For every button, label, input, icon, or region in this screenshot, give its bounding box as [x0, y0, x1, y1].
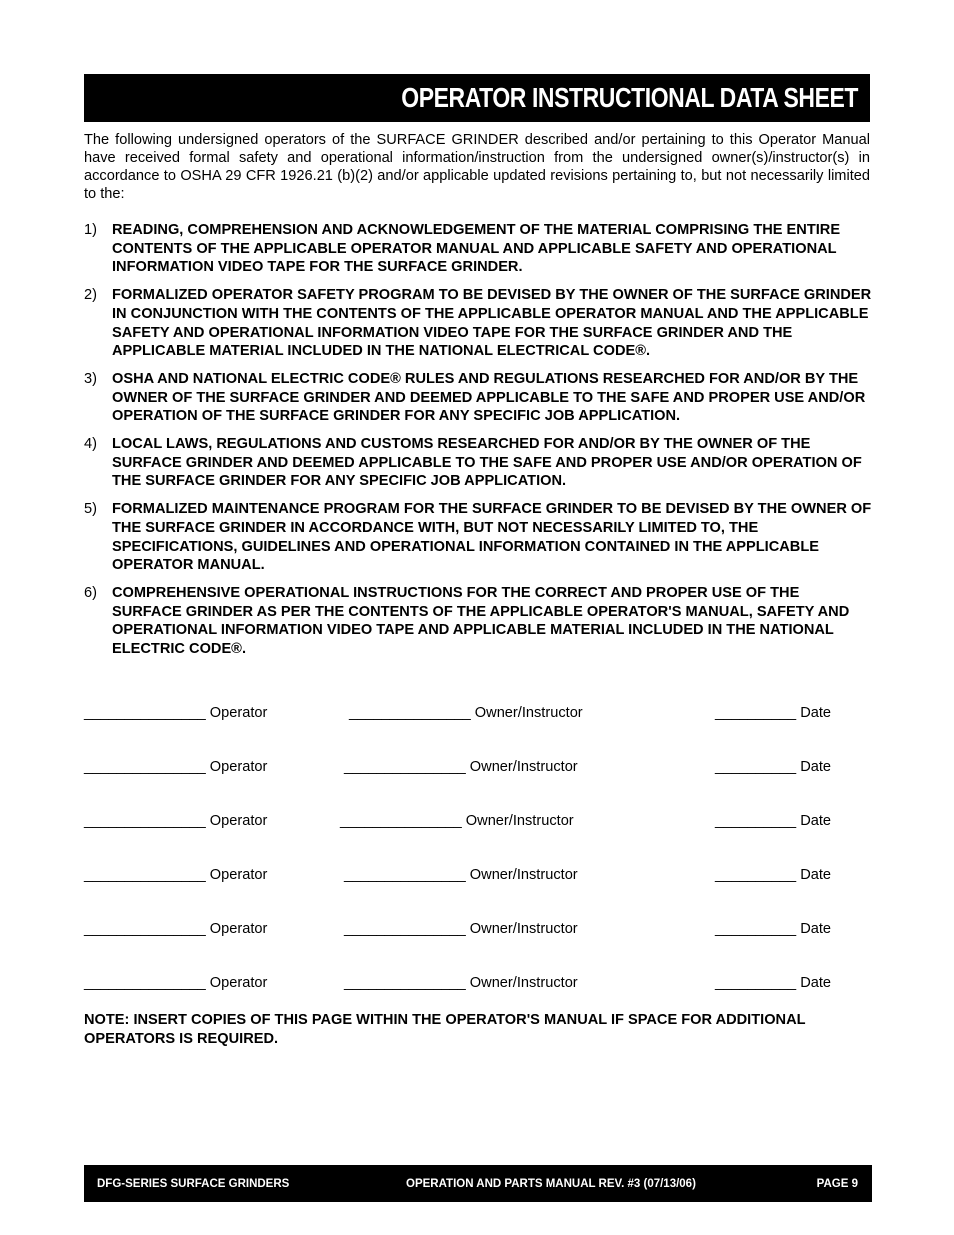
signature-row — [84, 811, 874, 831]
intro-paragraph: The following undersigned operators of the SURFACE GRINDER described and/or pertaining to this Operator Manual have received formal safety and operational information/instruction from the undersigned owner(s)/instructor(s) in accordance to OSHA 29 CFR 1926.21 (b)(2) and/or applicable updated revisions pertaining to, but not necessarily limited to the: — [84, 132, 870, 202]
page-title: OPERATOR INSTRUCTIONAL DATA SHEET — [401, 82, 858, 113]
item-number: 1) — [84, 222, 97, 238]
item-number: 2) — [84, 287, 97, 304]
date-line[interactable]: __________ Date — [715, 867, 832, 883]
item-text: LOCAL LAWS, REGULATIONS AND CUSTOMS RESEARCHED FOR AND/OR BY THE OWNER OF THE SURFACE GRINDER AND DEEMED APPLICABLE TO THE SAFE AND PROPER USE AND/OR OPERATION OF THE SURFACE GRINDER FOR ANY SPECIFIC JOB APPLICATION. — [112, 436, 862, 490]
owner-signature-line[interactable]: _______________ Owner/Instructor — [344, 975, 578, 991]
requirements-list — [84, 221, 874, 668]
footer-bar — [84, 1165, 872, 1202]
list-item — [84, 370, 874, 426]
signature-row — [84, 973, 874, 993]
signature-row — [84, 757, 874, 777]
item-number: 4) — [84, 436, 97, 453]
operator-signature-line[interactable]: _______________ Operator — [84, 813, 268, 829]
operator-signature-line[interactable]: _______________ Operator — [84, 759, 268, 775]
item-text: FORMALIZED MAINTENANCE PROGRAM FOR THE SURFACE GRINDER TO BE DEVISED BY THE OWNER OF THE SURFACE GRINDER IN ACCORDANCE WITH, BUT NOT NECESSARILY LIMITED TO, THE SPECIFICATIONS, GUIDELINES AND OPERATIONAL INFORMATION CONTAINED IN THE APPLICABLE OPERATOR MANUAL. — [112, 501, 872, 574]
operator-signature-line[interactable]: _______________ Operator — [84, 705, 268, 721]
footer-center: OPERATION AND PARTS MANUAL REV. #3 (07/13/06) — [406, 1178, 696, 1190]
date-line[interactable]: __________ Date — [715, 975, 832, 991]
title-banner — [84, 74, 870, 122]
list-item — [84, 435, 874, 491]
footer-page-number: PAGE 9 — [816, 1178, 858, 1190]
item-text: OSHA AND NATIONAL ELECTRIC CODE® RULES AND REGULATIONS RESEARCHED FOR AND/OR BY THE OWNER OF THE SURFACE GRINDER AND DEEMED APPLICABLE TO THE SAFE AND PROPER USE AND/OR OPERATION OF THE SURFACE GRINDER FOR ANY SPECIFIC JOB APPLICATION. — [112, 370, 866, 425]
owner-signature-line[interactable]: _______________ Owner/Instructor — [344, 867, 578, 883]
footer-left: DFG-SERIES SURFACE GRINDERS — [97, 1178, 290, 1190]
date-line[interactable]: __________ Date — [715, 921, 832, 937]
list-item — [84, 584, 874, 659]
list-item — [84, 500, 874, 575]
signature-row — [84, 865, 874, 885]
signature-row — [84, 703, 874, 723]
item-text: READING, COMPREHENSION AND ACKNOWLEDGEMENT OF THE MATERIAL COMPRISING THE ENTIRE CONTENTS OF THE APPLICABLE OPERATOR MANUAL AND APPLICABLE SAFETY AND OPERATIONAL INFORMATION VIDEO TAPE FOR THE SURFACE GRINDER. — [112, 222, 841, 276]
list-item — [84, 221, 874, 277]
item-text: COMPREHENSIVE OPERATIONAL INSTRUCTIONS FOR THE CORRECT AND PROPER USE OF THE SURFACE GRINDER AS PER THE CONTENTS OF THE APPLICABLE OPERATOR'S MANUAL, SAFETY AND OPERATIONAL INFORMATION VIDEO TAPE AND APPLICABLE MATERIAL INCLUDED IN THE NATIONAL ELECTRIC CODE®. — [112, 584, 850, 658]
operator-signature-line[interactable]: _______________ Operator — [84, 867, 268, 883]
item-number: 6) — [84, 584, 97, 601]
date-line[interactable]: __________ Date — [715, 813, 832, 829]
date-line[interactable]: __________ Date — [715, 705, 832, 721]
item-number: 5) — [84, 501, 97, 518]
owner-signature-line[interactable]: _______________ Owner/Instructor — [344, 759, 578, 775]
item-text: FORMALIZED OPERATOR SAFETY PROGRAM TO BE DEVISED BY THE OWNER OF THE SURFACE GRINDER IN CONJUNCTION WITH THE CONTENTS OF THE APPLICABLE OPERATOR MANUAL AND THE APPLICABLE SAFETY AND OPERATIONAL INFORMATION VIDEO TAPE FOR THE SURFACE GRINDER AND THE APPLICABLE MATERIAL INCLUDED IN THE NATIONAL ELECTRICAL CODE®. — [112, 287, 872, 360]
date-line[interactable]: __________ Date — [715, 759, 832, 775]
operator-signature-line[interactable]: _______________ Operator — [84, 975, 268, 991]
owner-signature-line[interactable]: _______________ Owner/Instructor — [340, 813, 574, 829]
item-number: 3) — [84, 370, 97, 387]
owner-signature-line[interactable]: _______________ Owner/Instructor — [349, 705, 583, 721]
owner-signature-line[interactable]: _______________ Owner/Instructor — [344, 921, 578, 937]
operator-signature-line[interactable]: _______________ Operator — [84, 921, 268, 937]
note-text: NOTE: INSERT COPIES OF THIS PAGE WITHIN THE OPERATOR'S MANUAL IF SPACE FOR ADDITIONAL OPERATORS IS REQUIRED. — [84, 1012, 806, 1047]
signature-row — [84, 919, 874, 939]
list-item — [84, 286, 874, 361]
